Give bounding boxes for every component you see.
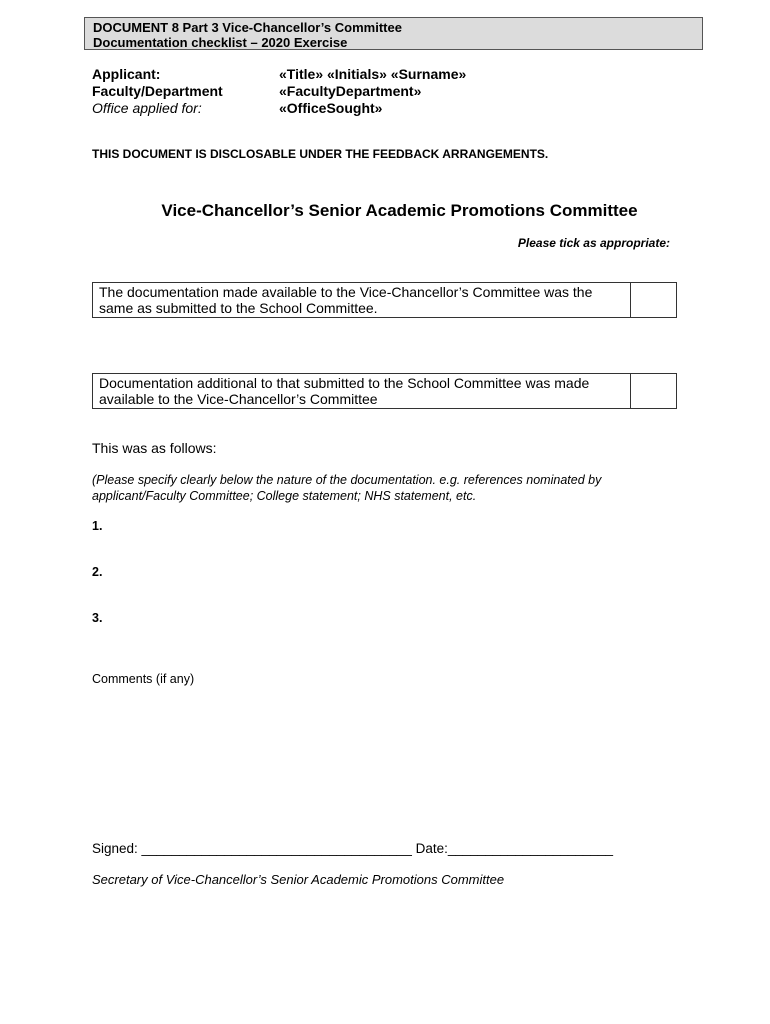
- tick-instruction: Please tick as appropriate:: [517, 236, 670, 250]
- secretary-caption: Secretary of Vice-Chancellor’s Senior Academic Promotions Committee: [92, 872, 505, 887]
- item-1-label: 1.: [92, 519, 103, 533]
- office-value: «OfficeSought»: [279, 100, 383, 116]
- comments-label: Comments (if any): [92, 672, 195, 686]
- signature-date-line: Signed: ____________________________________ Date:______________________: [92, 841, 614, 856]
- item-3-label: 3.: [92, 611, 103, 625]
- disclosable-notice: THIS DOCUMENT IS DISCLOSABLE UNDER THE FEEDBACK ARRANGEMENTS.: [92, 147, 549, 161]
- committee-title: Vice-Chancellor’s Senior Academic Promotions Committee: [161, 201, 638, 220]
- checkbox-1-text: The documentation made available to the Vice-Chancellor’s Committee was the same as submitted to the School Committee.: [93, 283, 631, 317]
- item-2-label: 2.: [92, 565, 103, 579]
- office-label: Office applied for:: [92, 100, 202, 116]
- header-line-2: Documentation checklist – 2020 Exercise: [93, 35, 348, 50]
- applicant-value: «Title» «Initials» «Surname»: [279, 66, 467, 82]
- checkbox-row-same-documentation: [92, 282, 677, 318]
- header-line-1: DOCUMENT 8 Part 3 Vice-Chancellor’s Committee: [93, 20, 402, 35]
- checkbox-2-text: Documentation additional to that submitted to the School Committee was made available to the Vice-Chancellor’s Committee: [93, 374, 631, 408]
- document-header: [84, 17, 703, 50]
- faculty-label: Faculty/Department: [92, 83, 223, 99]
- checkbox-row-additional-documentation: [92, 373, 677, 409]
- tick-cell-2[interactable]: [631, 374, 676, 408]
- documentation-instruction: (Please specify clearly below the nature of the documentation. e.g. references nominated by applicant/Faculty Committee; College statement; NHS statement, etc.: [92, 473, 602, 503]
- tick-cell-1[interactable]: [631, 283, 676, 317]
- faculty-value: «FacultyDepartment»: [279, 83, 422, 99]
- applicant-label: Applicant:: [92, 66, 161, 82]
- as-follows-label: This was as follows:: [92, 440, 217, 456]
